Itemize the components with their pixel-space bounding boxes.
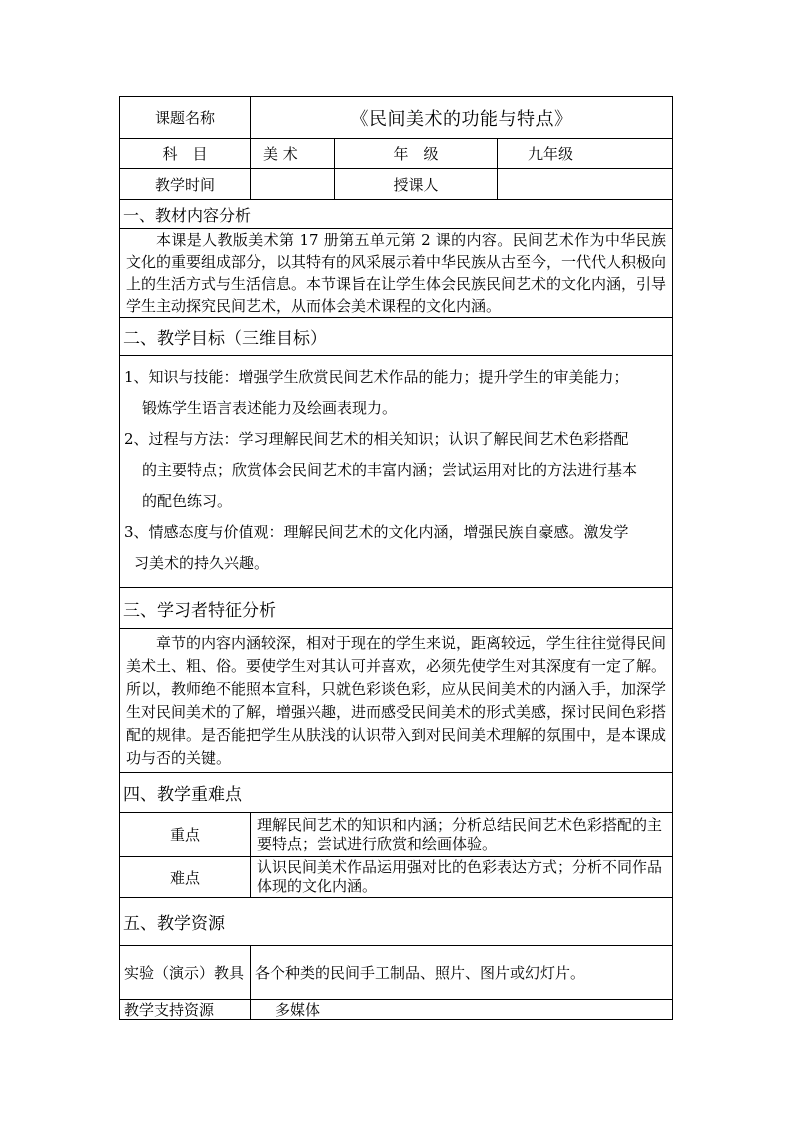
difficult-label: 难点 xyxy=(120,857,251,898)
goal-item-2: 2、过程与方法：学习理解民间艺术的相关知识；认识了解民间艺术色彩搭配 xyxy=(124,430,629,448)
key-label: 重点 xyxy=(120,813,251,857)
resources-heading: 五、教学资源 xyxy=(120,898,673,946)
learner-heading: 三、学习者特征分析 xyxy=(120,588,673,629)
grade-value: 九年级 xyxy=(498,139,673,169)
time-row xyxy=(120,169,673,200)
goal-item-1: 1、知识与技能：增强学生欣赏民间艺术作品的能力；提升学生的审美能力； xyxy=(124,368,629,386)
equipment-value: 各个种类的民间手工制品、照片、图片或幻灯片。 xyxy=(251,946,673,1000)
goal-item-2-cont-2: 的配色练习。 xyxy=(142,492,233,510)
equipment-label: 实验（演示）教具 xyxy=(120,946,251,1000)
goal-item-2-cont: 的主要特点；欣赏体会民间艺术的丰富内涵；尝试运用对比的方法进行基本 xyxy=(142,461,638,479)
goals-heading: 二、教学目标（三维目标） xyxy=(120,318,673,356)
subject-row xyxy=(120,139,673,169)
subject-value: 美 术 xyxy=(251,139,335,169)
support-label: 教学支持资源 xyxy=(120,1000,251,1020)
learner-heading-row xyxy=(120,588,673,629)
lesson-plan-table xyxy=(119,96,673,1020)
teacher-value xyxy=(498,169,673,200)
time-label: 教学时间 xyxy=(120,169,251,200)
difficult-text: 认识民间美术作品运用强对比的色彩表达方式；分析不同作品体现的文化内涵。 xyxy=(251,857,673,898)
grade-label: 年 级 xyxy=(335,139,498,169)
analysis-row xyxy=(120,229,673,318)
time-value xyxy=(251,169,335,200)
analysis-heading: 一、教材内容分析 xyxy=(120,200,673,229)
goal-item-1-cont: 锻炼学生语言表述能力及绘画表现力。 xyxy=(142,399,398,417)
analysis-text: 本课是人教版美术第 17 册第五单元第 2 课的内容。民间艺术作为中华民族文化的重要组成部分，以其特有的风采展示着中华民族从古至今，一代代人积极向上的生活方式与生活信息。本节课旨在让学生体会民族民间艺术的文化内涵，引导学生主动探究民间艺术，从而体会美术课程的文化内涵。 xyxy=(120,229,673,318)
support-row xyxy=(120,1000,673,1020)
goals-cell xyxy=(120,356,673,588)
goals-row xyxy=(120,356,673,588)
key-text: 理解民间艺术的知识和内涵；分析总结民间艺术色彩搭配的主要特点；尝试进行欣赏和绘画体验。 xyxy=(251,813,673,857)
support-value: 多媒体 xyxy=(251,1000,673,1020)
topic-row xyxy=(120,97,673,139)
subject-label: 科 目 xyxy=(120,139,251,169)
learner-text: 章节的内容内涵较深，相对于现在的学生来说，距离较远，学生往往觉得民间美术土、粗、俗。要使学生对其认可并喜欢，必须先使学生对其深度有一定了解。所以，教师绝不能照本宣科，只就色彩谈色彩，应从民间美术的内涵入手，加深学生对民间美术的了解，增强兴趣，进而感受民间美术的形式美感，探讨民间色彩搭配的规律。是否能把学生从肤浅的认识带入到对民间美术理解的氛围中，是本课成功与否的关键。 xyxy=(120,629,673,773)
key-row xyxy=(120,813,673,857)
learner-row xyxy=(120,629,673,773)
teacher-label: 授课人 xyxy=(335,169,498,200)
goal-item-3-cont: 习美术的持久兴趣。 xyxy=(134,554,270,572)
topic-label: 课题名称 xyxy=(120,97,251,139)
topic-value: 《民间美术的功能与特点》 xyxy=(251,97,673,139)
analysis-heading-row xyxy=(120,200,673,229)
resources-heading-row xyxy=(120,898,673,946)
goals-heading-row xyxy=(120,318,673,356)
keypoints-heading: 四、教学重难点 xyxy=(120,773,673,813)
keypoints-heading-row xyxy=(120,773,673,813)
difficult-row xyxy=(120,857,673,898)
equipment-row xyxy=(120,946,673,1000)
goal-item-3: 3、情感态度与价值观：理解民间艺术的文化内涵，增强民族自豪感。激发学 xyxy=(124,523,629,541)
